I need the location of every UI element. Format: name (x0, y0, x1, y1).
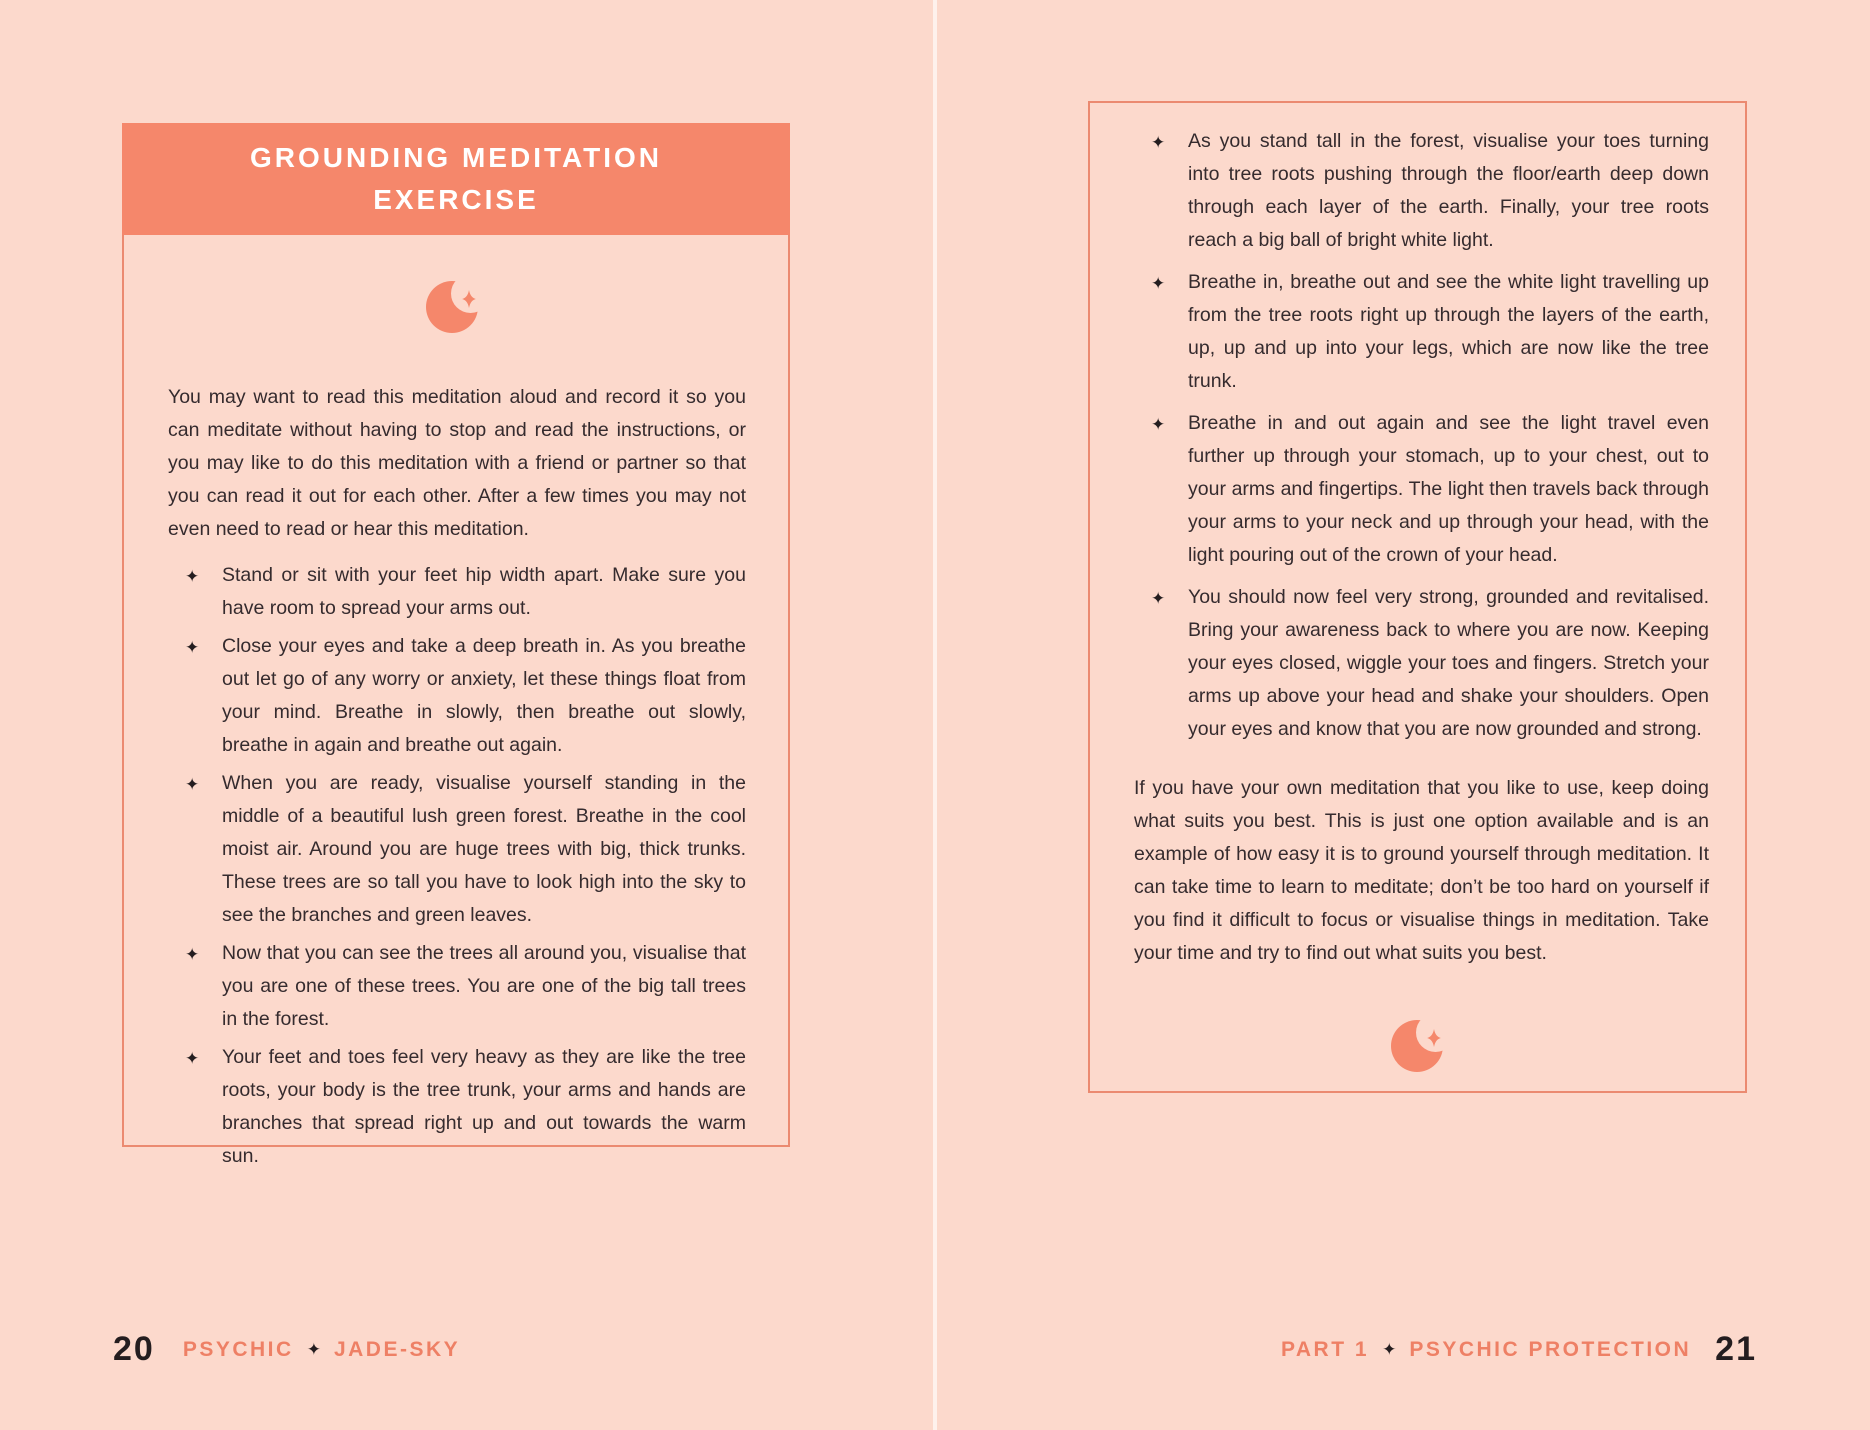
section-title: PSYCHIC PROTECTION (1409, 1337, 1692, 1361)
star-bullet-icon: ✦ (185, 638, 200, 657)
list-item-text: Your feet and toes feel very heavy as they are like the tree roots, your body is the tree trunk, your arms and hands are branches that spread right up and out towards the warm sun. (222, 1046, 746, 1167)
star-bullet-icon: ✦ (185, 775, 200, 794)
book-title: PSYCHIC (182, 1337, 294, 1361)
page-number: 20 (113, 1330, 155, 1368)
star-bullet-icon: ✦ (185, 945, 200, 964)
star-separator-icon: ✦ (306, 1339, 321, 1359)
crescent-moon-icon (168, 273, 746, 337)
meditation-box-header (122, 123, 790, 235)
left-box-content (124, 273, 788, 1173)
meditation-steps-list-continued (1134, 125, 1709, 746)
list-item-text: Stand or sit with your feet hip width apart. Make sure you have room to spread your arms out. (222, 564, 746, 619)
crescent-moon-icon (1134, 1012, 1709, 1076)
list-item-text: Now that you can see the trees all around you, visualise that you are one of these trees. You are one of the big tall trees in the forest. (222, 942, 746, 1030)
right-page-meditation-box (1088, 101, 1747, 1093)
left-page-meditation-box (122, 123, 790, 1167)
list-item (168, 630, 746, 762)
right-box-content (1090, 103, 1745, 1076)
star-bullet-icon: ✦ (1151, 415, 1166, 434)
list-item (1134, 581, 1709, 746)
star-bullet-icon: ✦ (1151, 274, 1166, 293)
list-item-text: Breathe in, breathe out and see the white light travelling up from the tree roots right up through the layers of the earth, up, up and up into your legs, which are now like the tree trunk. (1188, 271, 1709, 392)
star-bullet-icon: ✦ (1151, 589, 1166, 608)
list-item (1134, 125, 1709, 257)
list-item (1134, 266, 1709, 398)
star-bullet-icon: ✦ (1151, 133, 1166, 152)
list-item (168, 559, 746, 625)
list-item-text: As you stand tall in the forest, visualise your toes turning into tree roots pushing through the floor/earth deep down through each layer of the earth. Finally, your tree roots reach a big ball of bright white light. (1188, 130, 1709, 251)
star-bullet-icon: ✦ (185, 567, 200, 586)
list-item (168, 767, 746, 932)
list-item-text: When you are ready, visualise yourself standing in the middle of a beautiful lush green forest. Breathe in the cool moist air. Around you are huge trees with big, thick trunks. These trees are so tall you have to look high into the sky to see the branches and green leaves. (222, 772, 746, 926)
list-item-text: Breathe in and out again and see the light travel even further up through your stomach, up to your chest, out to your arms and fingertips. The light then travels back through your arms to your neck and up through your head, with the light pouring out of the crown of your head. (1188, 412, 1709, 566)
part-label: PART 1 (1280, 1337, 1370, 1361)
page-number: 21 (1715, 1330, 1757, 1368)
star-separator-icon: ✦ (1382, 1339, 1397, 1359)
page-gutter-divider (933, 0, 937, 1430)
list-item (168, 1041, 746, 1173)
page-title: GROUNDING MEDITATION EXERCISE (249, 142, 663, 215)
meditation-steps-list (168, 559, 746, 1173)
list-item (1134, 407, 1709, 572)
list-item (168, 937, 746, 1036)
closing-paragraph: If you have your own meditation that you like to use, keep doing what suits you best. This is just one option available and is an example of how easy it is to ground yourself through meditation. It can take time to learn to meditate; don’t be too hard on yourself if you find it difficult to focus or visualise things in meditation. Take your time and try to find out what suits you best. (1134, 777, 1709, 964)
intro-paragraph: You may want to read this meditation aloud and record it so you can meditate without having to stop and read the instructions, or you may like to do this meditation with a friend or partner so that you can read it out for each other. After a few times you may not even need to read or hear this meditation. (168, 386, 746, 540)
list-item-text: Close your eyes and take a deep breath in. As you breathe out let go of any worry or anxiety, let these things float from your mind. Breathe in slowly, then breathe out slowly, breathe in again and breathe out again. (222, 635, 746, 756)
right-page-footer (1281, 1330, 1757, 1369)
author-name: JADE-SKY (333, 1337, 461, 1361)
list-item-text: You should now feel very strong, grounded and revitalised. Bring your awareness back to where you are now. Keeping your eyes closed, wiggle your toes and fingers. Stretch your arms up above your head and shake your shoulders. Open your eyes and know that you are now grounded and strong. (1188, 586, 1709, 740)
left-page-footer (113, 1330, 460, 1369)
star-bullet-icon: ✦ (185, 1049, 200, 1068)
